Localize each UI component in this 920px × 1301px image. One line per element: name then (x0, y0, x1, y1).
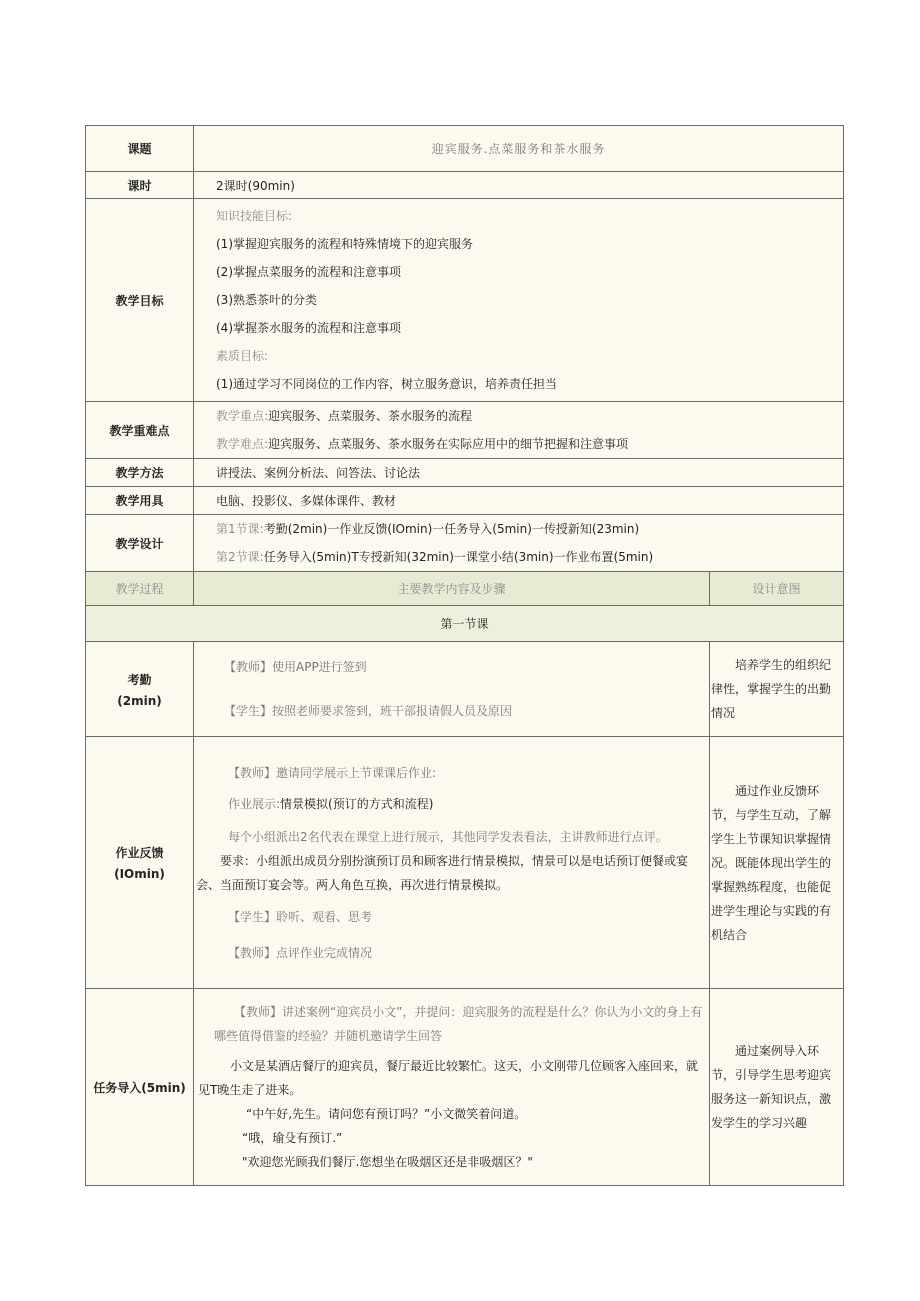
task-intent-text: 通过案例导入环节，引导学生思考迎宾服务这一新知识点，激发学生的学习兴趣 (711, 1044, 832, 1130)
goals-content (194, 199, 844, 402)
method-label: 教学方法 (86, 459, 194, 487)
task-story: 小文是某酒店餐厅的迎宾员，餐厅最近比较繁忙。这天，小文刚带几位顾客入座回来，就见T晚生走了进来。 (198, 1059, 699, 1097)
goal-item: (1)掌握迎宾服务的流程和特殊情境下的迎宾服务 (216, 237, 473, 251)
homework-label (86, 737, 194, 989)
goal-item: (1)通过学习不同岗位的工作内容，树立服务意识，培养责任担当 (216, 377, 558, 391)
title-label: 课题 (86, 126, 194, 172)
homework-intent-text: 通过作业反馈环节，与学生互动，了解学生上节课知识掌握情况。既能体现出学生的掌握熟练程度，也能促进学生理论与实践的有机结合 (711, 783, 832, 942)
goal-item: (3)熟悉茶叶的分类 (216, 293, 317, 307)
method-value: 讲授法、案例分析法、问答法、讨论法 (194, 459, 844, 487)
task-intent (710, 989, 844, 1186)
lesson-title: 迎宾服务.点菜服务和茶水服务 (194, 126, 844, 172)
process-header-col3: 设计意图 (710, 572, 844, 606)
key-text: 迎宾服务、点菜服务、茶水服务的流程 (268, 409, 473, 423)
task-label: 任务导入(5min) (86, 989, 194, 1186)
homework-student: 【学生】聆听、观看、思考 (228, 909, 373, 924)
lesson-plan-table (85, 125, 844, 1186)
attendance-intent (710, 642, 844, 737)
keypoints-content (194, 402, 844, 459)
design-1-prefix: 第1节课: (216, 522, 264, 536)
attendance-student: 【学生】按照老师要求签到，班干部报请假人员及原因 (224, 704, 513, 718)
keypoints-label: 教学重难点 (86, 402, 194, 459)
design-content (194, 515, 844, 572)
section-title: 第一节课 (86, 606, 844, 642)
task-quote-1: “中午好,先生。请问您有预订吗？”小文微笑着问道。 (246, 1107, 527, 1121)
design-2-prefix: 第2节课: (216, 550, 264, 564)
tools-label: 教学用具 (86, 487, 194, 515)
homework-teacher2: 【教师】点评作业完成情况 (228, 945, 373, 960)
diff-text: 迎宾服务、点菜服务、茶水服务在实际应用中的细节把握和注意事项 (268, 437, 629, 451)
attendance-intent-text: 培养学生的组织纪律性，掌握学生的出勤情况 (711, 658, 832, 720)
task-quote-2: “哦，瑜殳有预订.” (242, 1131, 343, 1145)
hours-label: 课时 (86, 172, 194, 199)
attendance-content (194, 642, 710, 737)
attendance-name: 考勤 (127, 672, 152, 687)
task-quote-3: "欢迎您光顾我们餐厅.您想坐在吸烟区还是非吸烟区？" (242, 1155, 533, 1169)
homework-content (194, 737, 710, 989)
design-2-text: 任务导入(5min)T专授新知(32min)一课堂小结(3min)一作业布置(5min) (263, 550, 654, 564)
goal-item: (2)掌握点菜服务的流程和注意事项 (216, 265, 401, 279)
process-header-col1: 教学过程 (86, 572, 194, 606)
task-teacher: 【教师】讲述案例“迎宾员小文”，并提问：迎宾服务的流程是什么？你认为小文的身上有哪些值得借鉴的经验？并随机邀请学生回答 (214, 1005, 703, 1043)
attendance-label (86, 642, 194, 737)
homework-group: 每个小组派出2名代表在课堂上进行展示，其他同学发表看法，主讲教师进行点评。 (228, 829, 668, 844)
diff-prefix: 教学难点: (216, 437, 269, 451)
attendance-time: (2min) (117, 693, 162, 708)
design-1-text: 考勤(2min)一作业反馈(IOmin)一任务导入(5min)一传授新知(23min) (263, 522, 640, 536)
goals-label: 教学目标 (86, 199, 194, 402)
homework-name: 作业反馈 (115, 846, 164, 860)
show-prefix: 作业展示: (228, 796, 281, 811)
homework-requirement: 要求：小组派出成员分别扮演预订员和顾客进行情景模拟，情景可以是电话预订便餐或宴会、当面预订宴会等。两人角色互换，再次进行情景模拟。 (196, 853, 689, 892)
homework-time: (IOmin) (114, 867, 165, 881)
key-prefix: 教学重点: (216, 409, 269, 423)
homework-teacher1: 【教师】邀请同学展示上节课课后作业: (228, 765, 437, 780)
hours-value: 2课时(90min) (194, 172, 844, 199)
knowledge-goals-heading: 知识技能目标: (216, 209, 293, 223)
show-text: 情景模拟(预订的方式和流程) (280, 796, 434, 811)
design-label: 教学设计 (86, 515, 194, 572)
tools-value: 电脑、投影仪、多媒体课件、教材 (194, 487, 844, 515)
goal-item: (4)掌握茶水服务的流程和注意事项 (216, 321, 401, 335)
process-header-col2: 主要教学内容及步骤 (194, 572, 710, 606)
homework-intent (710, 737, 844, 989)
task-content (194, 989, 710, 1186)
quality-goals-heading: 素质目标: (216, 349, 269, 363)
attendance-teacher: 【教师】使用APP进行签到 (224, 660, 367, 674)
